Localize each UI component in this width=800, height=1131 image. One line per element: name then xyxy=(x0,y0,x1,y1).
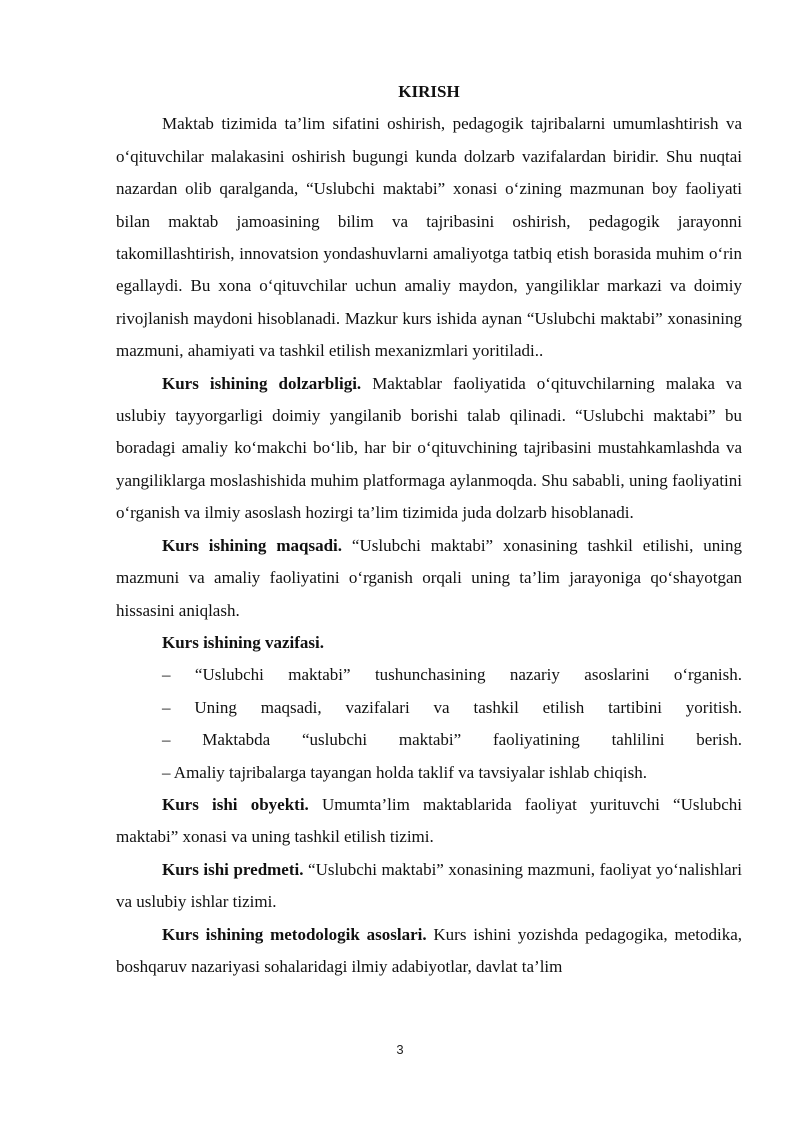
relevance-label: Kurs ishining dolzarbligi. xyxy=(162,373,362,393)
methodology-paragraph xyxy=(116,919,742,984)
object-label: Kurs ishi obyekti. xyxy=(162,794,309,814)
object-paragraph xyxy=(116,789,742,854)
tasks-label: Kurs ishining vazifasi. xyxy=(162,632,325,652)
section-heading: KIRISH xyxy=(398,82,460,101)
task-item-1: – “Uslubchi maktabi” tushunchasining nazariy asoslarini o‘rganish. xyxy=(162,665,742,685)
subject-text: “Uslubchi maktabi” xonasining mazmuni, faoliyat yo‘nalishlari va uslubiy ishlar tizimi. xyxy=(116,859,743,912)
object-text: Umumta’lim maktablarida faoliyat yurituvchi “Uslubchi maktabi” xonasi va uning tashkil etilish tizimi. xyxy=(116,794,742,847)
methodology-text: Kurs ishini yozishda pedagogika, metodika, boshqaruv nazariyasi sohalaridagi ilmiy adabiyotlar, davlat ta’lim xyxy=(116,924,742,976)
intro-paragraph: Maktab tizimida ta’lim sifatini oshirish, pedagogik tajribalarni umumlashtirish va o‘qituvchilar malakasini oshirish bugungi kunda dolzarb vazifalardan biridir. Shu nuqtai nazardan olib qaralganda, “Uslubchi maktabi” xonasi o‘zining mazmunan boy faoliyati bilan maktab jamoasining bilim va tajribasini oshirish, pedagogik jarayonni takomillashtirish, innovatsion yondashuvlarni amaliyotga tatbiq etish borasida muhim o‘rin egallaydi. Bu xona o‘qituvchilar uchun amaliy maydon, yangiliklar markazi va doimiy rivojlanish maydoni hisoblanadi. Mazkur kurs ishida aynan “Uslubchi maktabi” xonasining mazmuni, ahamiyati va tashkil etilish mexanizmlari yoritiladi.. xyxy=(116,114,742,361)
goal-label: Kurs ishining maqsadi. xyxy=(162,535,342,555)
subject-paragraph xyxy=(116,854,742,919)
document-page xyxy=(116,76,742,983)
page-number: 3 xyxy=(396,1042,404,1057)
goal-text: “Uslubchi maktabi” xonasining tashkil etilishi, uning mazmuni va amaliy faoliyatini o‘rganish orqali uning ta’lim jarayoniga qo‘shayotgan hissasini aniqlash. xyxy=(116,535,742,620)
relevance-paragraph xyxy=(116,368,742,530)
goal-paragraph xyxy=(116,530,742,627)
methodology-label: Kurs ishining metodologik asoslari. xyxy=(162,924,427,944)
task-item-4: – Amaliy tajribalarga tayangan holda taklif va tavsiyalar ishlab chiqish. xyxy=(162,762,647,782)
task-item-3: – Maktabda “uslubchi maktabi” faoliyatining tahlilini berish. xyxy=(162,730,742,750)
subject-label: Kurs ishi predmeti. xyxy=(162,859,304,879)
relevance-text: Maktablar faoliyatida o‘qituvchilarning malaka va uslubiy tayyorgarligi doimiy yangilanib borishi talab qilinadi. “Uslubchi maktabi” bu boradagi amaliy ko‘makchi bo‘lib, har bir o‘qituvchining tajribasini mustahkamlashda va yangiliklarga moslashishida muhim platformaga aylanmoqda. Shu sababli, uning faoliyatini o‘rganish va ilmiy asoslash hozirgi ta’lim tizimida juda dolzarb hisoblanadi. xyxy=(116,373,742,523)
task-item-2: – Uning maqsadi, vazifalari va tashkil etilish tartibini yoritish. xyxy=(162,697,742,717)
